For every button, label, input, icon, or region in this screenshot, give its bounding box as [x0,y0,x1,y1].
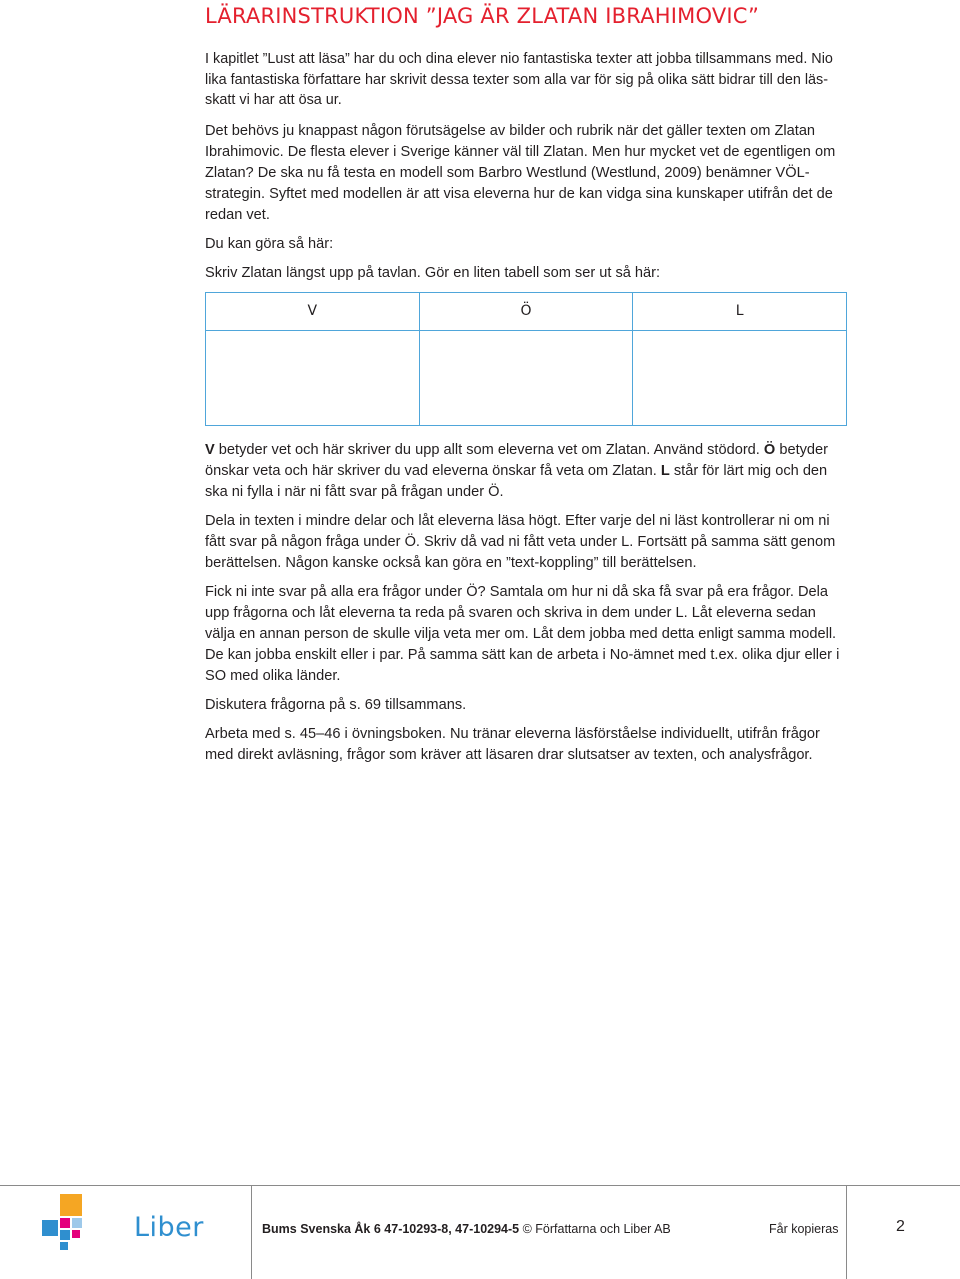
key-v: V [205,441,215,458]
vol-cell-o [419,330,633,425]
key-l: L [660,462,670,479]
text-o: betyder önskar veta och här skriver du vad eleverna önskar få veta om Zlatan. [205,441,829,479]
vol-table [205,292,847,426]
liber-logo-icon [42,1194,92,1254]
footer-divider-right [846,1186,847,1279]
footer-copy-note: Får kopieras [769,1222,839,1236]
page-title: LÄRARINSTRUKTION ”JAG ÄR ZLATAN IBRAHIMOVIC” [205,4,760,28]
vol-cell-l [633,330,847,425]
liber-logo [42,1194,232,1254]
paragraph-vol-explanation [205,440,845,503]
footer-divider-left [251,1186,252,1279]
footer-credit-rest: © Författarna och Liber AB [519,1222,671,1236]
footer-credit [262,1222,671,1236]
paragraph-follow-up: Fick ni inte svar på alla era frågor under Ö? Samtala om hur ni då ska få svar på era frågor. Dela upp frågorna och låt eleverna ta reda på svaren och skriva in dem under L. Låt eleverna sedan välja en annan person de skulle vilja veta mer om. Låt dem jobba med detta enligt samma modell. De kan jobba enskilt eller i par. På samma sätt kan de arbeta i No-ämnet med t.ex. olika djur eller i SO med olika länder. [205,583,840,684]
main-content [205,49,845,774]
vol-header-o: Ö [419,292,633,330]
liber-logo-text: Liber [134,1212,204,1243]
key-o: Ö [763,441,776,458]
vol-header-v: V [206,292,420,330]
intro-paragraph: I kapitlet ”Lust att läsa” har du och dina elever nio fantastiska texter att jobba tillsammans med. Nio lika fantastiska författare har skrivit dessa texter som alla var för sig på olika sätt bidrar till den läs-skatt vi har att ösa ur. [205,51,833,108]
vol-table-wrapper [205,292,845,426]
paragraph-discuss: Diskutera frågorna på s. 69 tillsammans. [205,696,467,713]
vol-header-l: L [633,292,847,330]
footer-credit-title: Bums Svenska Åk 6 47-10293-8, 47-10294-5 [262,1222,520,1236]
vol-empty-row [206,330,847,425]
text-v: betyder vet och här skriver du upp allt som eleverna vet om Zlatan. Använd stödord. [214,441,764,458]
paragraph-instruction: Skriv Zlatan längst upp på tavlan. Gör en liten tabell som ser ut så här: [205,264,661,281]
paragraph-workbook: Arbeta med s. 45–46 i övningsboken. Nu tränar eleverna läsförståelse individuellt, utifrån frågor med direkt avläsning, frågor som kräver att läsaren drar slutsatser av texten, och analysfrågor. [205,725,820,763]
paragraph-prediction: Det behövs ju knappast någon förutsägelse av bilder och rubrik när det gäller texten om Zlatan Ibrahimovic. De flesta elever i Sverige känner väl till Zlatan. Men hur mycket vet de egentligen om Zlatan? De ska nu få testa en modell som Barbro Westlund (Westlund, 2009) benämner VÖL-strategin. Syftet med modellen är att visa eleverna hur de kan vidga sina kunskaper utifrån det de redan vet. [205,122,836,223]
text-l: står för lärt mig och den ska ni fylla i när ni fått svar på frågan under Ö. [205,462,828,500]
page-footer [0,1185,960,1279]
paragraph-how-to: Du kan göra så här: [205,235,334,252]
paragraph-read-aloud: Dela in texten i mindre delar och låt eleverna läsa högt. Efter varje del ni läst kontrollerar ni om ni fått svar på någon fråga under Ö. Skriv då vad ni fått veta under L. Fortsätt på samma sätt genom berättelsen. Någon kanske också kan göra en ”text-koppling” till berättelsen. [205,512,836,571]
vol-cell-v [206,330,420,425]
vol-header-row [206,292,847,330]
page-number: 2 [896,1218,905,1235]
